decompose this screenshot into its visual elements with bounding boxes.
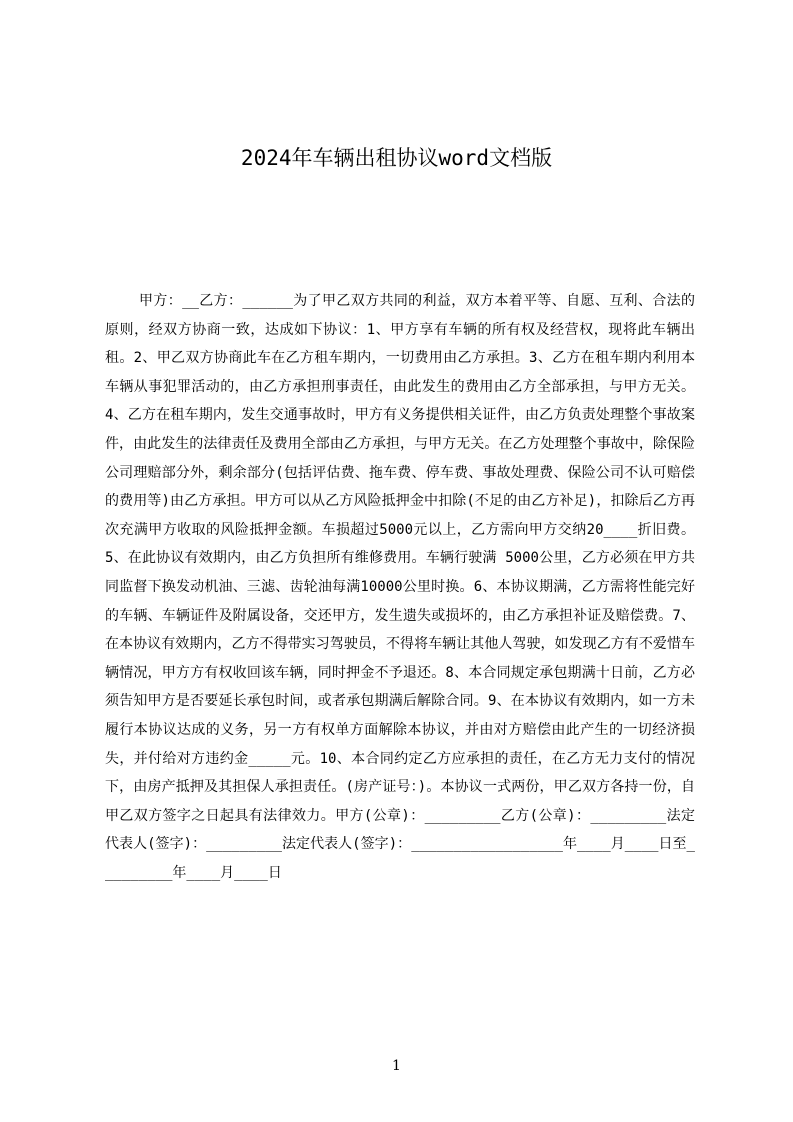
page-number: 1 (392, 1058, 401, 1074)
document-title: 2024年车辆出租协议word文档版 (240, 146, 553, 170)
agreement-body-text: 甲方：__乙方：______为了甲乙双方共同的利益，双方本着平等、自愿、互利、合法的原则，经双方协商一致，达成如下协议：1、甲方享有车辆的所有权及经营权，现将此车辆出租。2、甲乙双方协商此车在乙方租车期内，一切费用由乙方承担。3、乙方在租车期内利用本车辆从事犯罪活动的，由乙方承担刑事责任，由此发生的费用由乙方全部承担，与甲方无关。4、乙方在租车期内，发生交通事故时，甲方有义务提供相关证件，由乙方负责处理整个事故案件，由此发生的法律责任及费用全部由乙方承担，与甲方无关。在乙方处理整个事故中，除保险公司理赔部分外，剩余部分(包括评估费、拖车费、停车费、事故处理费、保险公司不认可赔偿的费用等)由乙方承担。甲方可以从乙方风险抵押金中扣除(不足的由乙方补足)，扣除后乙方再次充满甲方收取的风险抵押金额。车损超过5000元以上，乙方需向甲方交纳20____折旧费。5、在此协议有效期内，由乙方负担所有维修费用。车辆行驶满 5000公里，乙方必须在甲方共同监督下换发动机油、三滤、齿轮油每满10000公里时换。6、本协议期满，乙方需将性能完好的车辆、车辆证件及附属设备，交还甲方，发生遗失或损坏的，由乙方承担补证及赔偿费。7、在本协议有效期内，乙方不得带实习驾驶员，不得将车辆让其他人驾驶，如发现乙方有不爱惜车辆情况，甲方方有权收回该车辆，同时押金不予退还。8、本合同规定承包期满十日前，乙方必须告知甲方是否要延长承包时间，或者承包期满后解除合同。9、在本协议有效期内，如一方未履行本协议达成的义务，另一方有权单方面解除本协议，并由对方赔偿由此产生的一切经济损失，并付给对方违约金_____元。10、本合同约定乙方应承担的责任，在乙方无力支付的情况下，由房产抵押及其担保人承担责任。(房产证号：)。本协议一式两份，甲乙双方各持一份，自甲乙双方签字之日起具有法律效力。甲方(公章)：_________乙方(公章)：_________法定代表人(签字)：_________法定代表人(签字)：__________________年____月____日至_________年____月____日 (105, 293, 695, 881)
